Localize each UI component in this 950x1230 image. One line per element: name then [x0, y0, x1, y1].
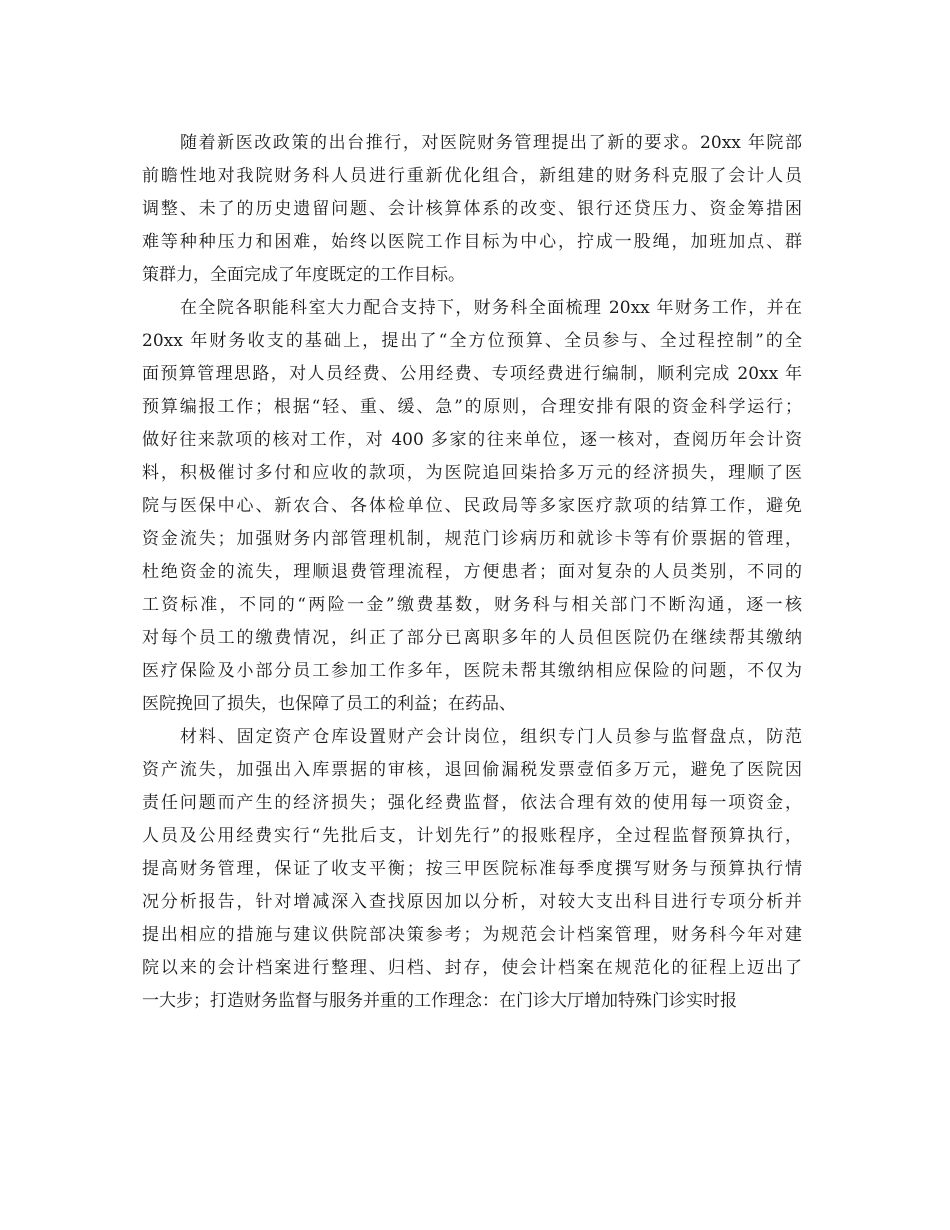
paragraph-3-line-5: 提高财务管理，保证了收支平衡；按三甲医院标准每季度撰写财务与预算执行情 — [142, 859, 802, 879]
paragraph-3-line-1: 材料、固定资产仓库设置财产会计岗位，组织专门人员参与监督盘点，防范 — [180, 727, 802, 747]
paragraph-2-line-10: 工资标准，不同的“两险一金”缴费基数，财务科与相关部门不断沟通，逐一核 — [142, 595, 802, 615]
paragraph-3-line-6: 况分析报告，针对增减深入查找原因加以分析，对较大支出科目进行专项分析并 — [142, 892, 802, 912]
paragraph-2-line-5: 做好往来款项的核对工作，对 400 多家的往来单位，逐一核对，查阅历年会计资 — [142, 430, 802, 450]
paragraph-2-line-2: 20xx 年财务收支的基础上，提出了“全方位预算、全员参与、全过程控制”的全 — [142, 331, 802, 351]
paragraph-2-line-1: 在全院各职能科室大力配合支持下，财务科全面梳理 20xx 年财务工作，并在 — [180, 298, 802, 318]
paragraph-3-line-4: 人员及公用经费实行“先批后支，计划先行”的报账程序，全过程监督预算执行， — [142, 826, 802, 846]
paragraph-3-line-3: 责任问题而产生的经济损失；强化经费监督，依法合理有效的使用每一项资金， — [142, 793, 802, 813]
paragraph-3-line-2: 资产流失，加强出入库票据的审核，退回偷漏税发票壹佰多万元，避免了医院因 — [142, 760, 802, 780]
paragraph-2-line-3: 面预算管理思路，对人员经费、公用经费、专项经费进行编制，顺利完成 20xx 年 — [142, 364, 802, 384]
paragraph-3-line-9: 一大步；打造财务监督与服务并重的工作理念：在门诊大厅增加特殊门诊实时报 — [142, 991, 737, 1011]
paragraph-2-line-9: 杜绝资金的流失，理顺退费管理流程，方便患者；面对复杂的人员类别，不同的 — [142, 562, 802, 582]
paragraph-2-line-11: 对每个员工的缴费情况，纠正了部分已离职多年的人员但医院仍在继续帮其缴纳 — [142, 628, 802, 648]
paragraph-1-line-5: 策群力，全面完成了年度既定的工作目标。 — [142, 265, 465, 285]
paragraph-2-line-13: 医院挽回了损失，也保障了员工的利益；在药品、 — [142, 694, 516, 714]
paragraph-2-line-8: 资金流失；加强财务内部管理机制，规范门诊病历和就诊卡等有价票据的管理， — [142, 529, 802, 549]
paragraph-3-line-7: 提出相应的措施与建议供院部决策参考；为规范会计档案管理，财务科今年对建 — [142, 925, 802, 945]
paragraph-1-line-2: 前瞻性地对我院财务科人员进行重新优化组合，新组建的财务科克服了会计人员 — [142, 166, 802, 186]
paragraph-2-line-6: 料，积极催讨多付和应收的款项，为医院追回柒拾多万元的经济损失，理顺了医 — [142, 463, 802, 483]
paragraph-2-line-7: 院与医保中心、新农合、各体检单位、民政局等多家医疗款项的结算工作，避免 — [142, 496, 802, 516]
paragraph-1-line-4: 难等种种压力和困难，始终以医院工作目标为中心，拧成一股绳，加班加点、群 — [142, 232, 802, 252]
paragraph-2-line-4: 预算编报工作；根据“轻、重、缓、急”的原则，合理安排有限的资金科学运行； — [142, 397, 802, 417]
paragraph-1-line-3: 调整、未了的历史遗留问题、会计核算体系的改变、银行还贷压力、资金筹措困 — [142, 199, 802, 219]
paragraph-3-line-8: 院以来的会计档案进行整理、归档、封存，使会计档案在规范化的征程上迈出了 — [142, 958, 802, 978]
paragraph-2-line-12: 医疗保险及小部分员工参加工作多年，医院未帮其缴纳相应保险的问题，不仅为 — [142, 661, 802, 681]
paragraph-1-line-1: 随着新医改政策的出台推行，对医院财务管理提出了新的要求。20xx 年院部 — [180, 133, 802, 153]
